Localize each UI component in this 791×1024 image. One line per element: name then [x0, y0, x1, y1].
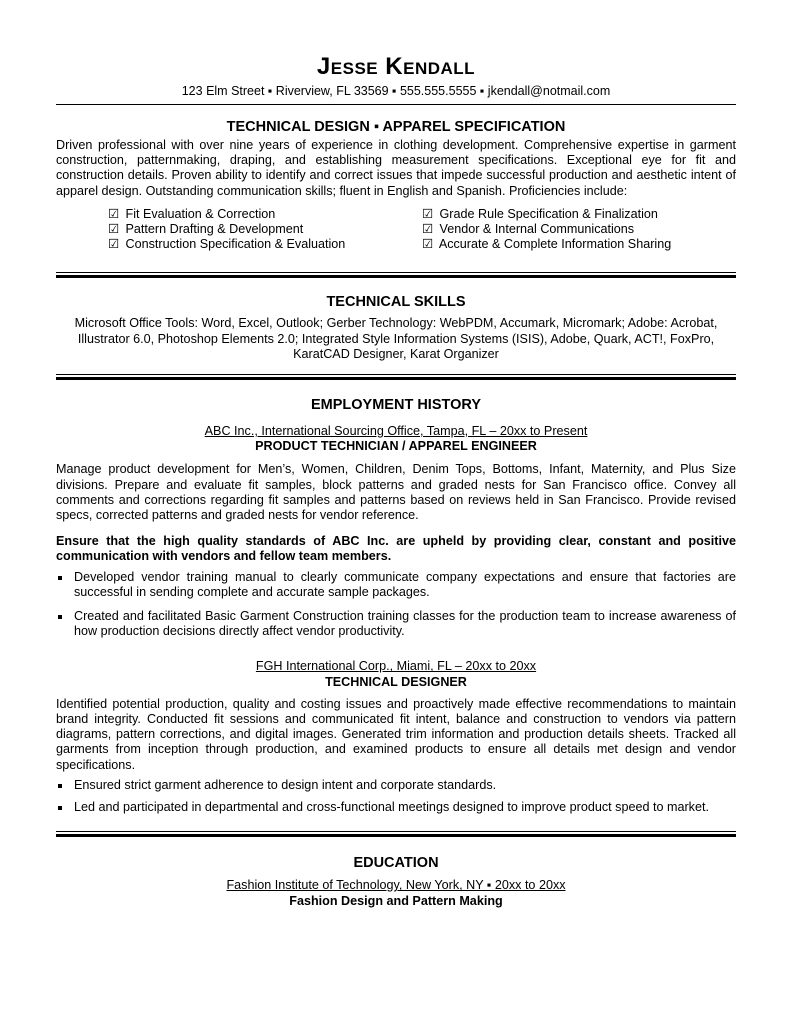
checkbox-icon: ☑	[108, 237, 120, 252]
employment-title: EMPLOYMENT HISTORY	[311, 397, 481, 414]
section-divider	[56, 831, 736, 837]
proficiency-label: Accurate & Complete Information Sharing	[438, 237, 672, 252]
checkbox-icon: ☑	[108, 206, 120, 221]
employer-line: ABC Inc., International Sourcing Office, Tampa, FL – 20xx to Present	[204, 424, 588, 439]
job-bullets	[56, 570, 736, 640]
checkbox-icon: ☑	[422, 237, 434, 252]
proficiency-column-left	[108, 207, 422, 253]
checkbox-icon: ☑	[422, 222, 434, 237]
bullet-text: Led and participated in departmental and cross-functional meetings designed to improve product speed to market.	[74, 800, 709, 815]
skills-line: Illustrator 6.0, Photoshop Elements 2.0; Integrated Style Information Systems (ISIS), Adobe, Quark, ACT!, FoxPro,	[77, 331, 715, 346]
bullet-icon	[58, 615, 62, 619]
list-item	[56, 778, 736, 793]
degree-line: Fashion Design and Pattern Making	[289, 893, 503, 908]
job-description: Identified potential production, quality and costing issues and proactively made effective recommendations to maintain brand integrity. Conducted fit sessions and communicated fit intent, balance and construction to vendors via pattern diagrams, pattern corrections, and digital images. Generated trim information and production details sheets. Tracked all garments from inception through production, and examined products to ensure all details met design and vendor specifications.	[56, 696, 736, 772]
proficiency-item	[422, 207, 736, 222]
proficiency-item	[422, 222, 736, 237]
proficiency-item	[108, 207, 422, 222]
proficiency-label: Fit Evaluation & Correction	[125, 206, 276, 221]
proficiency-label: Vendor & Internal Communications	[439, 222, 635, 237]
section-divider	[56, 374, 736, 380]
list-item	[56, 570, 736, 600]
section-divider	[56, 272, 736, 278]
header-divider	[56, 104, 736, 105]
job-description: Manage product development for Men’s, Women, Children, Denim Tops, Bottoms, Infant, Maternity, and Plus Size divisions. Prepare and evaluate fit samples, block patterns and graded nests for San Francisco office. Convey all comments and corrections regarding fit samples and patterns based on reviews held in San Francisco. Provide revised specs, corrected patterns and graded nests for vendor reference.	[56, 462, 736, 523]
job-position: TECHNICAL DESIGNER	[325, 674, 467, 689]
bullet-text: Created and facilitated Basic Garment Construction training classes for the production team to increase awareness of how production decisions directly affect vendor productivity.	[74, 609, 736, 639]
contact-line: 123 Elm Street ▪ Riverview, FL 33569 ▪ 555.555.5555 ▪ jkendall@notmail.com	[181, 84, 611, 98]
proficiency-label: Construction Specification & Evaluation	[125, 237, 346, 252]
candidate-name: Jesse Kendall	[316, 53, 476, 80]
job-entry	[56, 659, 736, 815]
bullet-icon	[58, 576, 62, 580]
skills-title: TECHNICAL SKILLS	[326, 294, 466, 311]
proficiency-item	[422, 237, 736, 252]
skills-block	[56, 316, 736, 362]
proficiency-label: Pattern Drafting & Development	[125, 222, 304, 237]
bullet-icon	[58, 784, 62, 788]
job-highlight: Ensure that the high quality standards of ABC Inc. are upheld by providing clear, constant and positive communication with vendors and fellow team members.	[56, 534, 736, 564]
bullet-text: Ensured strict garment adherence to design intent and corporate standards.	[74, 777, 497, 792]
job-bullets	[56, 778, 736, 815]
resume-page	[56, 52, 736, 909]
proficiency-list	[56, 207, 736, 253]
bullet-icon	[58, 806, 62, 810]
skills-line: KaratCAD Designer, Karat Organizer	[293, 346, 499, 361]
proficiency-column-right	[422, 207, 736, 253]
bullet-text: Developed vendor training manual to clearly communicate company expectations and ensure that factories are successful in sending complete and accurate sample packages.	[74, 569, 736, 599]
employer-line: FGH International Corp., Miami, FL – 20xx to 20xx	[255, 659, 537, 674]
summary-text: Driven professional with over nine years of experience in clothing development. Comprehensive expertise in garment construction, patternmaking, draping, and establishing measurement specifications. Exceptional eye for fit and construction details. Proven ability to identify and correct issues that impede successful production and aesthetic intent of apparel design. Outstanding communication skills; fluent in English and Spanish. Proficiencies include:	[56, 138, 736, 198]
proficiency-item	[108, 237, 422, 252]
checkbox-icon: ☑	[108, 222, 120, 237]
job-entry	[56, 424, 736, 639]
list-item	[56, 800, 736, 815]
education-entry	[56, 878, 736, 908]
education-title: EDUCATION	[353, 855, 439, 872]
skills-line: Microsoft Office Tools: Word, Excel, Outlook; Gerber Technology: WebPDM, Accumark, Micromark; Adobe: Acrobat,	[74, 316, 718, 331]
job-position: PRODUCT TECHNICIAN / APPAREL ENGINEER	[255, 439, 537, 454]
proficiency-item	[108, 222, 422, 237]
school-line: Fashion Institute of Technology, New York, NY ▪ 20xx to 20xx	[226, 878, 566, 893]
list-item	[56, 609, 736, 639]
checkbox-icon: ☑	[422, 206, 434, 221]
summary-title: TECHNICAL DESIGN ▪ APPAREL SPECIFICATION	[226, 119, 566, 135]
proficiency-label: Grade Rule Specification & Finalization	[439, 206, 658, 221]
